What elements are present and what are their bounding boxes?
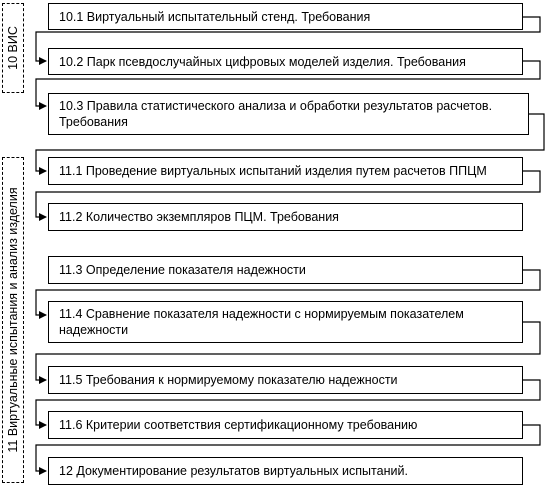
step-11-3 [48, 256, 523, 284]
step-12-label: 12 Документирование результатов виртуальных испытаний. [59, 464, 408, 478]
step-10-2 [48, 48, 523, 75]
step-11-3-label: 11.3 Определение показателя надежности [59, 263, 306, 277]
step-11-1 [48, 157, 523, 185]
step-11-2-label: 11.2 Количество экземпляров ПЦМ. Требования [59, 210, 339, 224]
step-12 [48, 457, 523, 485]
group-11-virtual-tests [2, 157, 24, 483]
step-11-5 [48, 366, 523, 394]
group-11-label: 11 Виртуальные испытания и анализ изделия [6, 187, 20, 453]
step-11-4 [48, 301, 523, 343]
step-10-3-label: 10.3 Правила статистического анализа и обработки результатов расчетов. Требования [59, 99, 493, 129]
step-10-2-label: 10.2 Парк псевдослучайных цифровых моделей изделия. Требования [59, 54, 466, 69]
step-11-6-label: 11.6 Критерии соответствия сертификационному требованию [59, 418, 418, 432]
step-11-4-label: 11.4 Сравнение показателя надежности с нормируемым показателем надежности [59, 307, 464, 337]
step-11-2 [48, 203, 523, 231]
step-11-5-label: 11.5 Требования к нормируемому показателю надежности [59, 373, 398, 387]
step-11-6 [48, 411, 523, 439]
step-11-1-label: 11.1 Проведение виртуальных испытаний изделия путем расчетов ППЦМ [59, 164, 487, 178]
group-10-label: 10 ВИС [6, 26, 20, 70]
step-10-3 [48, 93, 529, 135]
group-10-vis [2, 3, 24, 93]
step-10-1-label: 10.1 Виртуальный испытательный стенд. Требования [59, 9, 371, 24]
step-10-1 [48, 3, 523, 30]
